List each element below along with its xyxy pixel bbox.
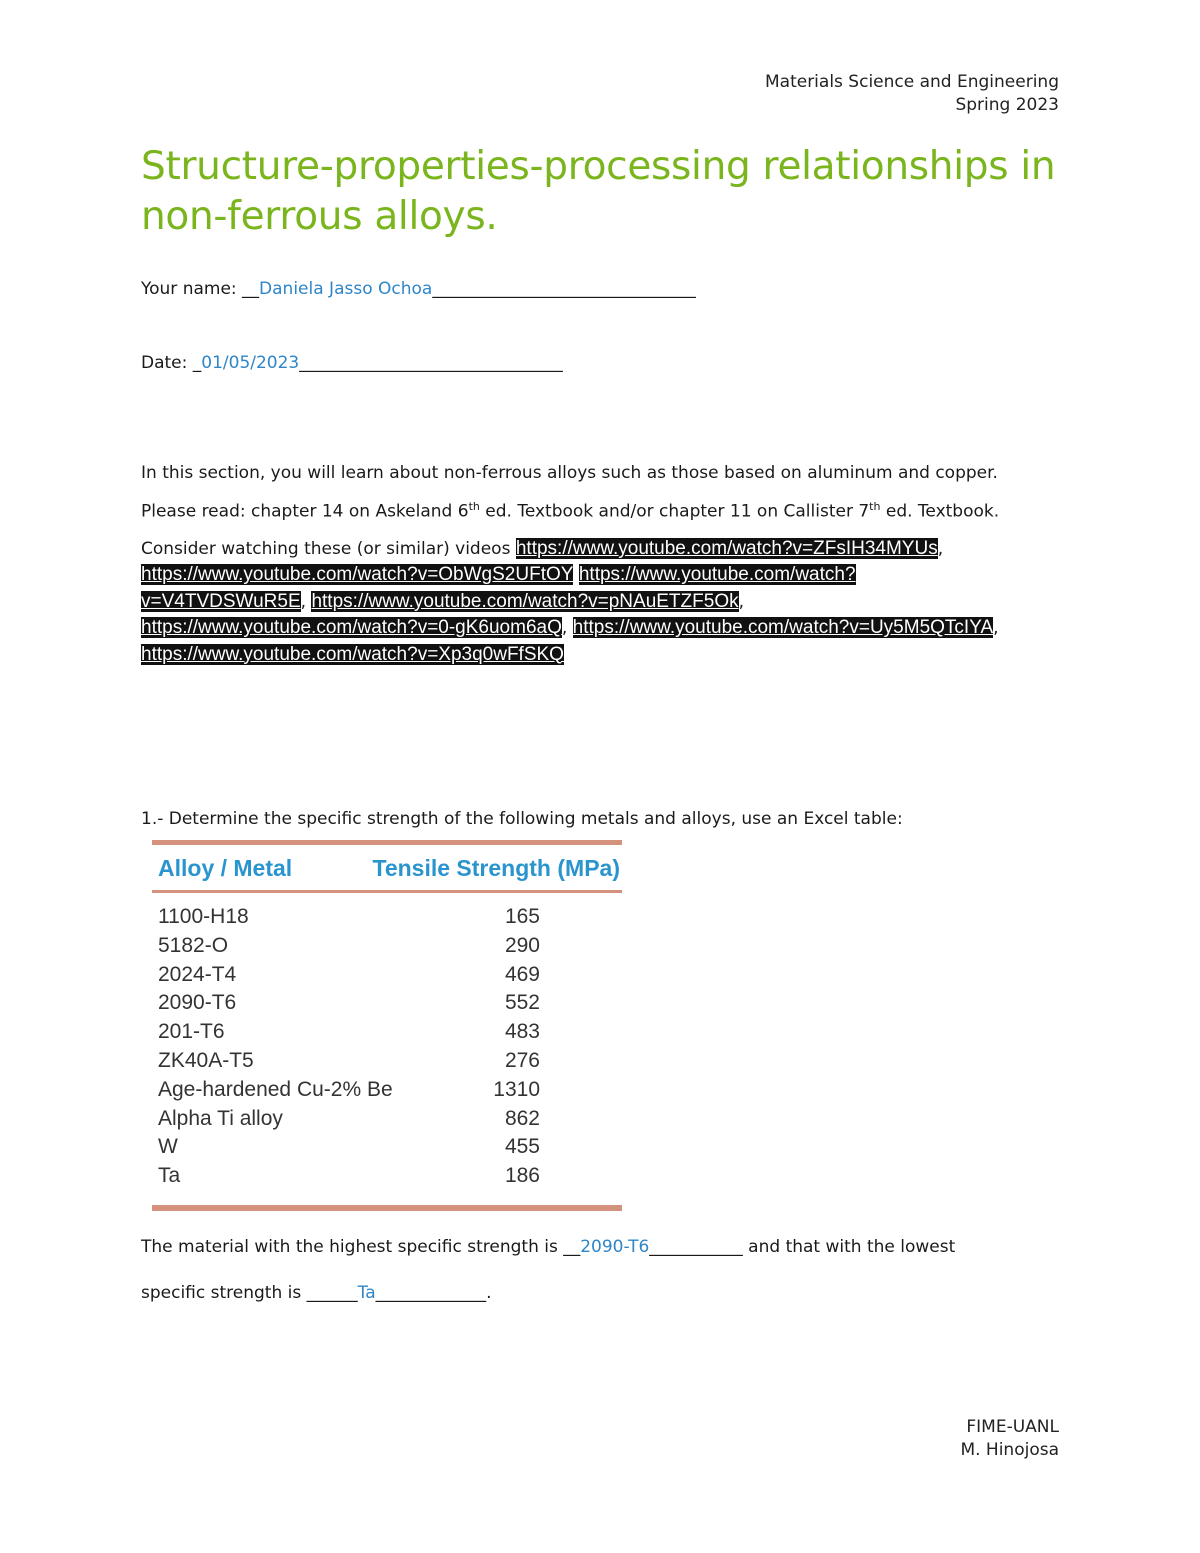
date-label: Date: _ — [141, 353, 202, 373]
table-body — [152, 893, 622, 1191]
superscript-th: th — [869, 500, 881, 513]
answer-text: The material with the highest specific strength is __ — [141, 1237, 581, 1257]
superscript-th: th — [468, 500, 480, 513]
table-row — [152, 903, 622, 932]
video-link[interactable]: https://www.youtube.com/watch?v=ObWgS2UFtOY — [141, 564, 574, 586]
alloy-cell: 1100-H18 — [158, 905, 249, 928]
answer-text: ___________ and that with the lowest — [649, 1237, 956, 1257]
reading-text-c: ed. Textbook. — [880, 501, 1000, 522]
footer-org: FIME-UANL — [966, 1417, 1059, 1437]
alloy-cell: Alpha Ti alloy — [158, 1106, 283, 1130]
strength-cell: 186 — [504, 1164, 540, 1188]
video-link[interactable]: https://www.youtube.com/watch?v=0-gK6uom6aQ — [141, 617, 562, 639]
alloy-cell: ZK40A-T5 — [158, 1048, 254, 1072]
video-link[interactable]: https://www.youtube.com/watch?v=Uy5M5QTcIYA — [572, 617, 994, 639]
alloy-cell: Ta — [158, 1164, 181, 1188]
intro-line-1: In this section, you will learn about non-ferrous alloys such as those based on aluminum and copper. — [141, 463, 998, 483]
alloy-cell: 2090-T6 — [158, 991, 237, 1015]
date-value[interactable]: 01/05/2023 — [201, 353, 300, 373]
alloy-cell: 2024-T4 — [158, 962, 237, 986]
page-header — [765, 71, 1059, 117]
strength-cell: 862 — [504, 1106, 540, 1130]
table-row — [152, 1105, 622, 1134]
strength-cell: 483 — [504, 1020, 540, 1044]
intro-line-2 — [141, 500, 999, 522]
answer-text: specific strength is ______ — [141, 1283, 358, 1303]
table-row — [152, 961, 622, 990]
table-header — [152, 845, 622, 882]
table-row — [152, 989, 622, 1018]
lowest-strength-answer[interactable]: Ta — [357, 1283, 376, 1303]
name-underline: _______________________________ — [432, 279, 696, 299]
term: Spring 2023 — [955, 95, 1059, 115]
strength-cell: 469 — [504, 962, 540, 986]
page-footer — [960, 1416, 1059, 1462]
strength-cell: 165 — [504, 905, 540, 928]
table-row — [152, 1133, 622, 1162]
name-field — [141, 279, 696, 299]
strength-cell: 455 — [504, 1135, 540, 1159]
alloy-cell: W — [158, 1135, 178, 1159]
table-bottom-rule — [152, 1205, 622, 1211]
answer-line-2 — [141, 1283, 492, 1303]
footer-author: M. Hinojosa — [960, 1440, 1059, 1460]
video-link[interactable]: https://www.youtube.com/watch?v=pNAuETZF5Ok — [311, 590, 739, 612]
question-1: 1.- Determine the specific strength of the following metals and alloys, use an Excel table: — [141, 809, 903, 829]
alloy-cell: 201-T6 — [158, 1020, 225, 1044]
document-title: Structure-properties-processing relationships in non-ferrous alloys. — [141, 144, 1056, 239]
video-link[interactable]: https://www.youtube.com/watch?v=Xp3q0wFfSKQ — [141, 643, 564, 665]
date-underline: _______________________________ — [299, 353, 563, 373]
table-row — [152, 1162, 622, 1191]
videos-lead-text: Consider watching these (or similar) videos — [141, 539, 516, 559]
highest-strength-answer[interactable]: 2090-T6 — [580, 1237, 650, 1257]
alloy-cell: 5182-O — [158, 933, 229, 957]
answer-line-1 — [141, 1237, 955, 1257]
answer-text: _____________. — [375, 1283, 492, 1303]
course-name: Materials Science and Engineering — [764, 72, 1059, 92]
table-row — [152, 1018, 622, 1047]
video-link[interactable]: https://www.youtube.com/watch?v=ZFsIH34MYUs — [515, 538, 938, 559]
video-link[interactable]: https://www.youtube.com/watch?v=V4TVDSWuR5E — [141, 564, 856, 612]
strength-cell: 1310 — [493, 1077, 540, 1101]
table-row — [152, 1076, 622, 1105]
name-value[interactable]: Daniela Jasso Ochoa — [259, 279, 433, 299]
strength-cell: 276 — [504, 1048, 540, 1072]
alloy-cell: Age-hardened Cu-2% Be — [158, 1077, 393, 1101]
strength-cell: 552 — [504, 991, 540, 1015]
header-tensile-strength: Tensile Strength (MPa) — [372, 855, 620, 881]
strength-cell: 290 — [504, 933, 540, 957]
header-alloy: Alloy / Metal — [158, 855, 293, 881]
reading-text-b: ed. Textbook and/or chapter 11 on Callister 7 — [479, 501, 870, 522]
table-row — [152, 1047, 622, 1076]
name-label: Your name: __ — [141, 279, 260, 299]
reading-text-a: Please read: chapter 14 on Askeland 6 — [141, 501, 469, 522]
tensile-strength-table — [152, 840, 622, 1211]
video-links-paragraph: Consider watching these (or similar) videos https://www.youtube.com/watch?v=ZFsIH34MYUs, https://www.youtube.com/watch?v=ObWgS2UFtOY https://www.youtube.com/watch?v=V4TVDSWuR5E, https://www.youtube.com/watch?v=pNAuETZF5Ok, https://www.youtube.com/watch?v=0-gK6uom6aQ, https://www.youtube.com/watch?v=Uy5M5QTcIYA, https://www.youtube.com/watch?v=Xp3q0wFfSKQ — [141, 538, 999, 665]
table-row — [152, 932, 622, 961]
date-field — [141, 353, 563, 373]
